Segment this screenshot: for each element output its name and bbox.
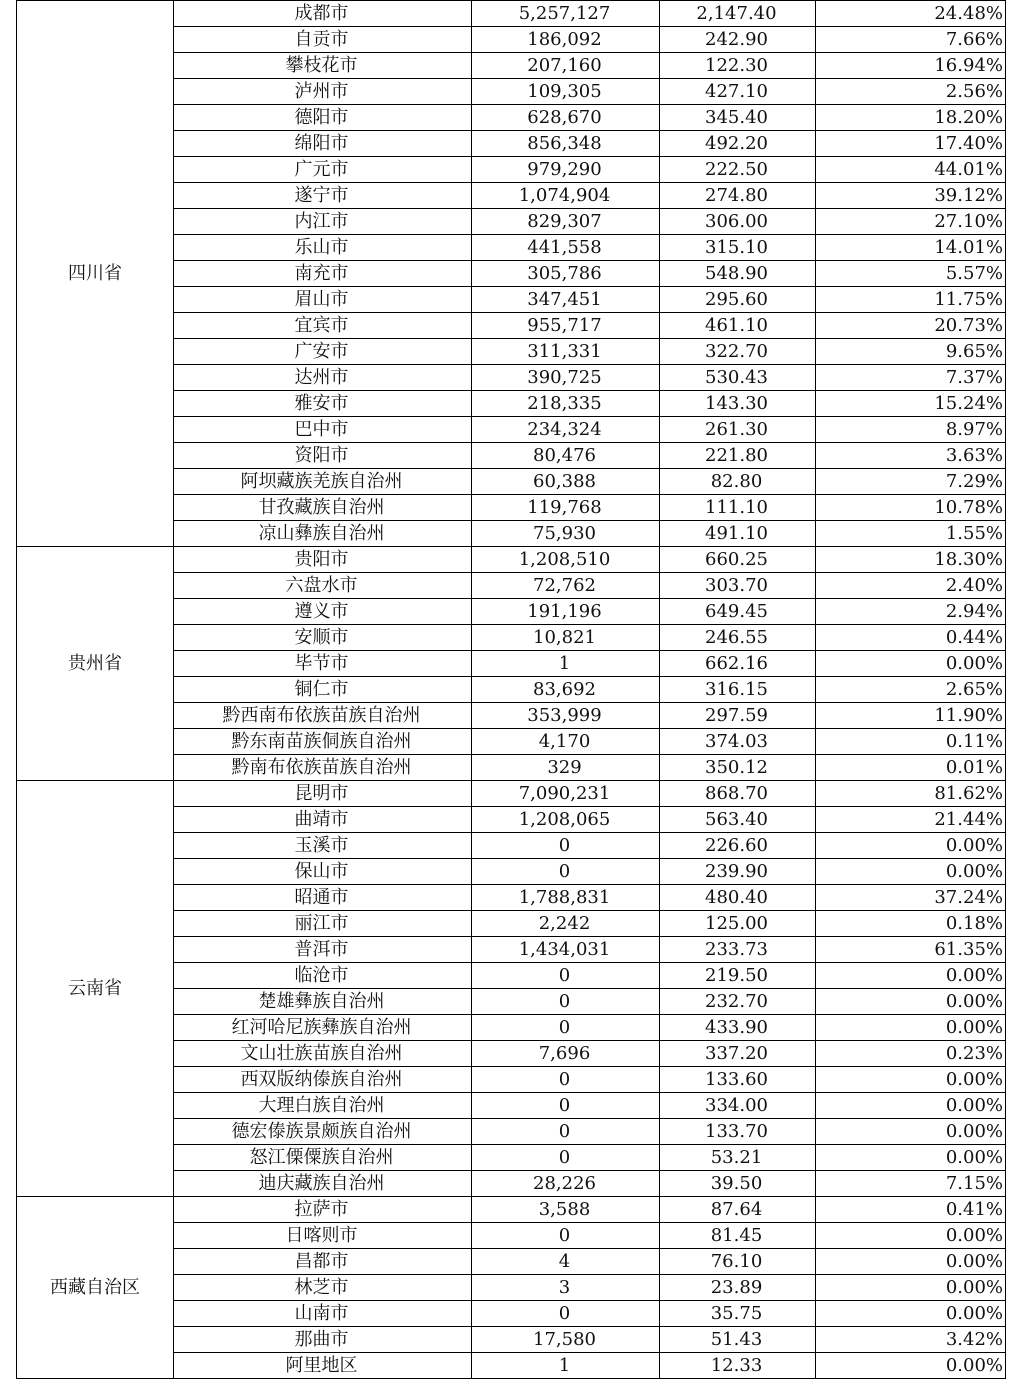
city-cell: 毕节市	[174, 651, 472, 677]
city-cell: 昌都市	[174, 1249, 472, 1275]
percent-cell: 0.00%	[816, 651, 1006, 677]
percent-cell: 61.35%	[816, 937, 1006, 963]
city-cell: 保山市	[174, 859, 472, 885]
percent-cell: 10.78%	[816, 495, 1006, 521]
value-cell: 1	[472, 651, 660, 677]
percent-cell: 0.00%	[816, 1353, 1006, 1379]
percent-cell: 0.00%	[816, 833, 1006, 859]
city-cell: 绵阳市	[174, 131, 472, 157]
city-cell: 铜仁市	[174, 677, 472, 703]
value-cell: 80,476	[472, 443, 660, 469]
area-cell: 122.30	[660, 53, 816, 79]
value-cell: 60,388	[472, 469, 660, 495]
area-cell: 315.10	[660, 235, 816, 261]
percent-cell: 11.90%	[816, 703, 1006, 729]
province-cell: 云南省	[17, 781, 174, 1197]
table-row	[17, 781, 1006, 807]
area-cell: 427.10	[660, 79, 816, 105]
area-cell: 461.10	[660, 313, 816, 339]
area-cell: 303.70	[660, 573, 816, 599]
city-cell: 遵义市	[174, 599, 472, 625]
city-cell: 阿里地区	[174, 1353, 472, 1379]
value-cell: 329	[472, 755, 660, 781]
percent-cell: 0.00%	[816, 1301, 1006, 1327]
value-cell: 979,290	[472, 157, 660, 183]
value-cell: 0	[472, 989, 660, 1015]
area-cell: 649.45	[660, 599, 816, 625]
area-cell: 295.60	[660, 287, 816, 313]
percent-cell: 2.65%	[816, 677, 1006, 703]
city-cell: 宜宾市	[174, 313, 472, 339]
area-cell: 660.25	[660, 547, 816, 573]
city-cell: 自贡市	[174, 27, 472, 53]
percent-cell: 7.66%	[816, 27, 1006, 53]
value-cell: 1,074,904	[472, 183, 660, 209]
area-cell: 133.70	[660, 1119, 816, 1145]
percent-cell: 0.00%	[816, 1249, 1006, 1275]
value-cell: 829,307	[472, 209, 660, 235]
value-cell: 72,762	[472, 573, 660, 599]
area-cell: 111.10	[660, 495, 816, 521]
city-cell: 南充市	[174, 261, 472, 287]
area-cell: 548.90	[660, 261, 816, 287]
area-cell: 53.21	[660, 1145, 816, 1171]
area-cell: 491.10	[660, 521, 816, 547]
table-row	[17, 1, 1006, 27]
value-cell: 109,305	[472, 79, 660, 105]
city-cell: 资阳市	[174, 443, 472, 469]
city-cell: 凉山彝族自治州	[174, 521, 472, 547]
city-cell: 攀枝花市	[174, 53, 472, 79]
area-cell: 337.20	[660, 1041, 816, 1067]
percent-cell: 2.56%	[816, 79, 1006, 105]
area-cell: 334.00	[660, 1093, 816, 1119]
province-cell: 西藏自治区	[17, 1197, 174, 1379]
value-cell: 0	[472, 1223, 660, 1249]
city-cell: 贵阳市	[174, 547, 472, 573]
value-cell: 4	[472, 1249, 660, 1275]
area-cell: 242.90	[660, 27, 816, 53]
percent-cell: 0.00%	[816, 1275, 1006, 1301]
city-cell: 广安市	[174, 339, 472, 365]
city-cell: 成都市	[174, 1, 472, 27]
value-cell: 191,196	[472, 599, 660, 625]
city-cell: 黔南布依族苗族自治州	[174, 755, 472, 781]
percent-cell: 2.40%	[816, 573, 1006, 599]
percent-cell: 7.29%	[816, 469, 1006, 495]
area-cell: 662.16	[660, 651, 816, 677]
percent-cell: 0.00%	[816, 859, 1006, 885]
value-cell: 1	[472, 1353, 660, 1379]
percent-cell: 8.97%	[816, 417, 1006, 443]
area-cell: 322.70	[660, 339, 816, 365]
area-cell: 222.50	[660, 157, 816, 183]
value-cell: 207,160	[472, 53, 660, 79]
value-cell: 1,208,510	[472, 547, 660, 573]
percent-cell: 0.11%	[816, 729, 1006, 755]
percent-cell: 0.00%	[816, 1223, 1006, 1249]
percent-cell: 18.30%	[816, 547, 1006, 573]
value-cell: 83,692	[472, 677, 660, 703]
percent-cell: 0.44%	[816, 625, 1006, 651]
percent-cell: 81.62%	[816, 781, 1006, 807]
percent-cell: 0.00%	[816, 1067, 1006, 1093]
area-cell: 226.60	[660, 833, 816, 859]
area-cell: 39.50	[660, 1171, 816, 1197]
city-cell: 安顺市	[174, 625, 472, 651]
city-cell: 西双版纳傣族自治州	[174, 1067, 472, 1093]
value-cell: 17,580	[472, 1327, 660, 1353]
city-cell: 普洱市	[174, 937, 472, 963]
area-cell: 261.30	[660, 417, 816, 443]
area-cell: 143.30	[660, 391, 816, 417]
city-cell: 红河哈尼族彝族自治州	[174, 1015, 472, 1041]
city-cell: 那曲市	[174, 1327, 472, 1353]
city-cell: 广元市	[174, 157, 472, 183]
province-cell: 四川省	[17, 1, 174, 547]
value-cell: 441,558	[472, 235, 660, 261]
city-cell: 玉溪市	[174, 833, 472, 859]
city-cell: 曲靖市	[174, 807, 472, 833]
value-cell: 3	[472, 1275, 660, 1301]
percent-cell: 27.10%	[816, 209, 1006, 235]
value-cell: 305,786	[472, 261, 660, 287]
area-cell: 12.33	[660, 1353, 816, 1379]
value-cell: 0	[472, 1015, 660, 1041]
percent-cell: 0.00%	[816, 1119, 1006, 1145]
value-cell: 856,348	[472, 131, 660, 157]
value-cell: 119,768	[472, 495, 660, 521]
percent-cell: 18.20%	[816, 105, 1006, 131]
city-cell: 怒江傈僳族自治州	[174, 1145, 472, 1171]
area-cell: 219.50	[660, 963, 816, 989]
percent-cell: 14.01%	[816, 235, 1006, 261]
city-cell: 达州市	[174, 365, 472, 391]
value-cell: 390,725	[472, 365, 660, 391]
area-cell: 35.75	[660, 1301, 816, 1327]
province-cell: 贵州省	[17, 547, 174, 781]
area-cell: 76.10	[660, 1249, 816, 1275]
value-cell: 10,821	[472, 625, 660, 651]
percent-cell: 11.75%	[816, 287, 1006, 313]
city-cell: 黔西南布依族苗族自治州	[174, 703, 472, 729]
percent-cell: 5.57%	[816, 261, 1006, 287]
percent-cell: 44.01%	[816, 157, 1006, 183]
area-cell: 480.40	[660, 885, 816, 911]
value-cell: 3,588	[472, 1197, 660, 1223]
area-cell: 23.89	[660, 1275, 816, 1301]
area-cell: 246.55	[660, 625, 816, 651]
city-cell: 德阳市	[174, 105, 472, 131]
city-cell: 丽江市	[174, 911, 472, 937]
city-cell: 泸州市	[174, 79, 472, 105]
table-body	[17, 1, 1006, 1379]
percent-cell: 0.00%	[816, 963, 1006, 989]
area-cell: 221.80	[660, 443, 816, 469]
area-cell: 125.00	[660, 911, 816, 937]
city-cell: 乐山市	[174, 235, 472, 261]
area-cell: 51.43	[660, 1327, 816, 1353]
city-cell: 临沧市	[174, 963, 472, 989]
percent-cell: 0.00%	[816, 989, 1006, 1015]
value-cell: 28,226	[472, 1171, 660, 1197]
city-cell: 遂宁市	[174, 183, 472, 209]
area-cell: 306.00	[660, 209, 816, 235]
city-cell: 甘孜藏族自治州	[174, 495, 472, 521]
area-cell: 433.90	[660, 1015, 816, 1041]
data-table	[16, 0, 1006, 1379]
area-cell: 563.40	[660, 807, 816, 833]
area-cell: 2,147.40	[660, 1, 816, 27]
value-cell: 5,257,127	[472, 1, 660, 27]
percent-cell: 7.37%	[816, 365, 1006, 391]
percent-cell: 1.55%	[816, 521, 1006, 547]
city-cell: 雅安市	[174, 391, 472, 417]
city-cell: 日喀则市	[174, 1223, 472, 1249]
value-cell: 186,092	[472, 27, 660, 53]
table-row	[17, 1197, 1006, 1223]
percent-cell: 0.01%	[816, 755, 1006, 781]
value-cell: 1,208,065	[472, 807, 660, 833]
area-cell: 374.03	[660, 729, 816, 755]
city-cell: 大理白族自治州	[174, 1093, 472, 1119]
percent-cell: 0.00%	[816, 1093, 1006, 1119]
percent-cell: 0.00%	[816, 1145, 1006, 1171]
value-cell: 628,670	[472, 105, 660, 131]
city-cell: 拉萨市	[174, 1197, 472, 1223]
area-cell: 87.64	[660, 1197, 816, 1223]
city-cell: 黔东南苗族侗族自治州	[174, 729, 472, 755]
area-cell: 133.60	[660, 1067, 816, 1093]
percent-cell: 37.24%	[816, 885, 1006, 911]
area-cell: 297.59	[660, 703, 816, 729]
city-cell: 昭通市	[174, 885, 472, 911]
percent-cell: 15.24%	[816, 391, 1006, 417]
percent-cell: 39.12%	[816, 183, 1006, 209]
city-cell: 文山壮族苗族自治州	[174, 1041, 472, 1067]
value-cell: 0	[472, 833, 660, 859]
city-cell: 眉山市	[174, 287, 472, 313]
city-cell: 山南市	[174, 1301, 472, 1327]
city-cell: 内江市	[174, 209, 472, 235]
percent-cell: 3.42%	[816, 1327, 1006, 1353]
percent-cell: 21.44%	[816, 807, 1006, 833]
area-cell: 233.73	[660, 937, 816, 963]
table-row	[17, 547, 1006, 573]
value-cell: 75,930	[472, 521, 660, 547]
value-cell: 7,090,231	[472, 781, 660, 807]
value-cell: 0	[472, 1301, 660, 1327]
value-cell: 4,170	[472, 729, 660, 755]
percent-cell: 9.65%	[816, 339, 1006, 365]
value-cell: 347,451	[472, 287, 660, 313]
value-cell: 0	[472, 1145, 660, 1171]
area-cell: 350.12	[660, 755, 816, 781]
value-cell: 353,999	[472, 703, 660, 729]
city-cell: 六盘水市	[174, 573, 472, 599]
area-cell: 232.70	[660, 989, 816, 1015]
percent-cell: 7.15%	[816, 1171, 1006, 1197]
percent-cell: 20.73%	[816, 313, 1006, 339]
percent-cell: 0.18%	[816, 911, 1006, 937]
value-cell: 1,434,031	[472, 937, 660, 963]
percent-cell: 3.63%	[816, 443, 1006, 469]
value-cell: 0	[472, 1067, 660, 1093]
percent-cell: 17.40%	[816, 131, 1006, 157]
area-cell: 81.45	[660, 1223, 816, 1249]
area-cell: 239.90	[660, 859, 816, 885]
value-cell: 7,696	[472, 1041, 660, 1067]
city-cell: 迪庆藏族自治州	[174, 1171, 472, 1197]
area-cell: 274.80	[660, 183, 816, 209]
city-cell: 楚雄彝族自治州	[174, 989, 472, 1015]
value-cell: 0	[472, 859, 660, 885]
area-cell: 492.20	[660, 131, 816, 157]
percent-cell: 0.41%	[816, 1197, 1006, 1223]
area-cell: 82.80	[660, 469, 816, 495]
value-cell: 234,324	[472, 417, 660, 443]
value-cell: 0	[472, 963, 660, 989]
value-cell: 0	[472, 1093, 660, 1119]
city-cell: 阿坝藏族羌族自治州	[174, 469, 472, 495]
city-cell: 巴中市	[174, 417, 472, 443]
value-cell: 311,331	[472, 339, 660, 365]
percent-cell: 24.48%	[816, 1, 1006, 27]
city-cell: 林芝市	[174, 1275, 472, 1301]
city-cell: 昆明市	[174, 781, 472, 807]
value-cell: 2,242	[472, 911, 660, 937]
area-cell: 345.40	[660, 105, 816, 131]
area-cell: 530.43	[660, 365, 816, 391]
value-cell: 218,335	[472, 391, 660, 417]
percent-cell: 0.00%	[816, 1015, 1006, 1041]
area-cell: 316.15	[660, 677, 816, 703]
percent-cell: 0.23%	[816, 1041, 1006, 1067]
percent-cell: 16.94%	[816, 53, 1006, 79]
area-cell: 868.70	[660, 781, 816, 807]
value-cell: 0	[472, 1119, 660, 1145]
value-cell: 955,717	[472, 313, 660, 339]
value-cell: 1,788,831	[472, 885, 660, 911]
percent-cell: 2.94%	[816, 599, 1006, 625]
city-cell: 德宏傣族景颇族自治州	[174, 1119, 472, 1145]
